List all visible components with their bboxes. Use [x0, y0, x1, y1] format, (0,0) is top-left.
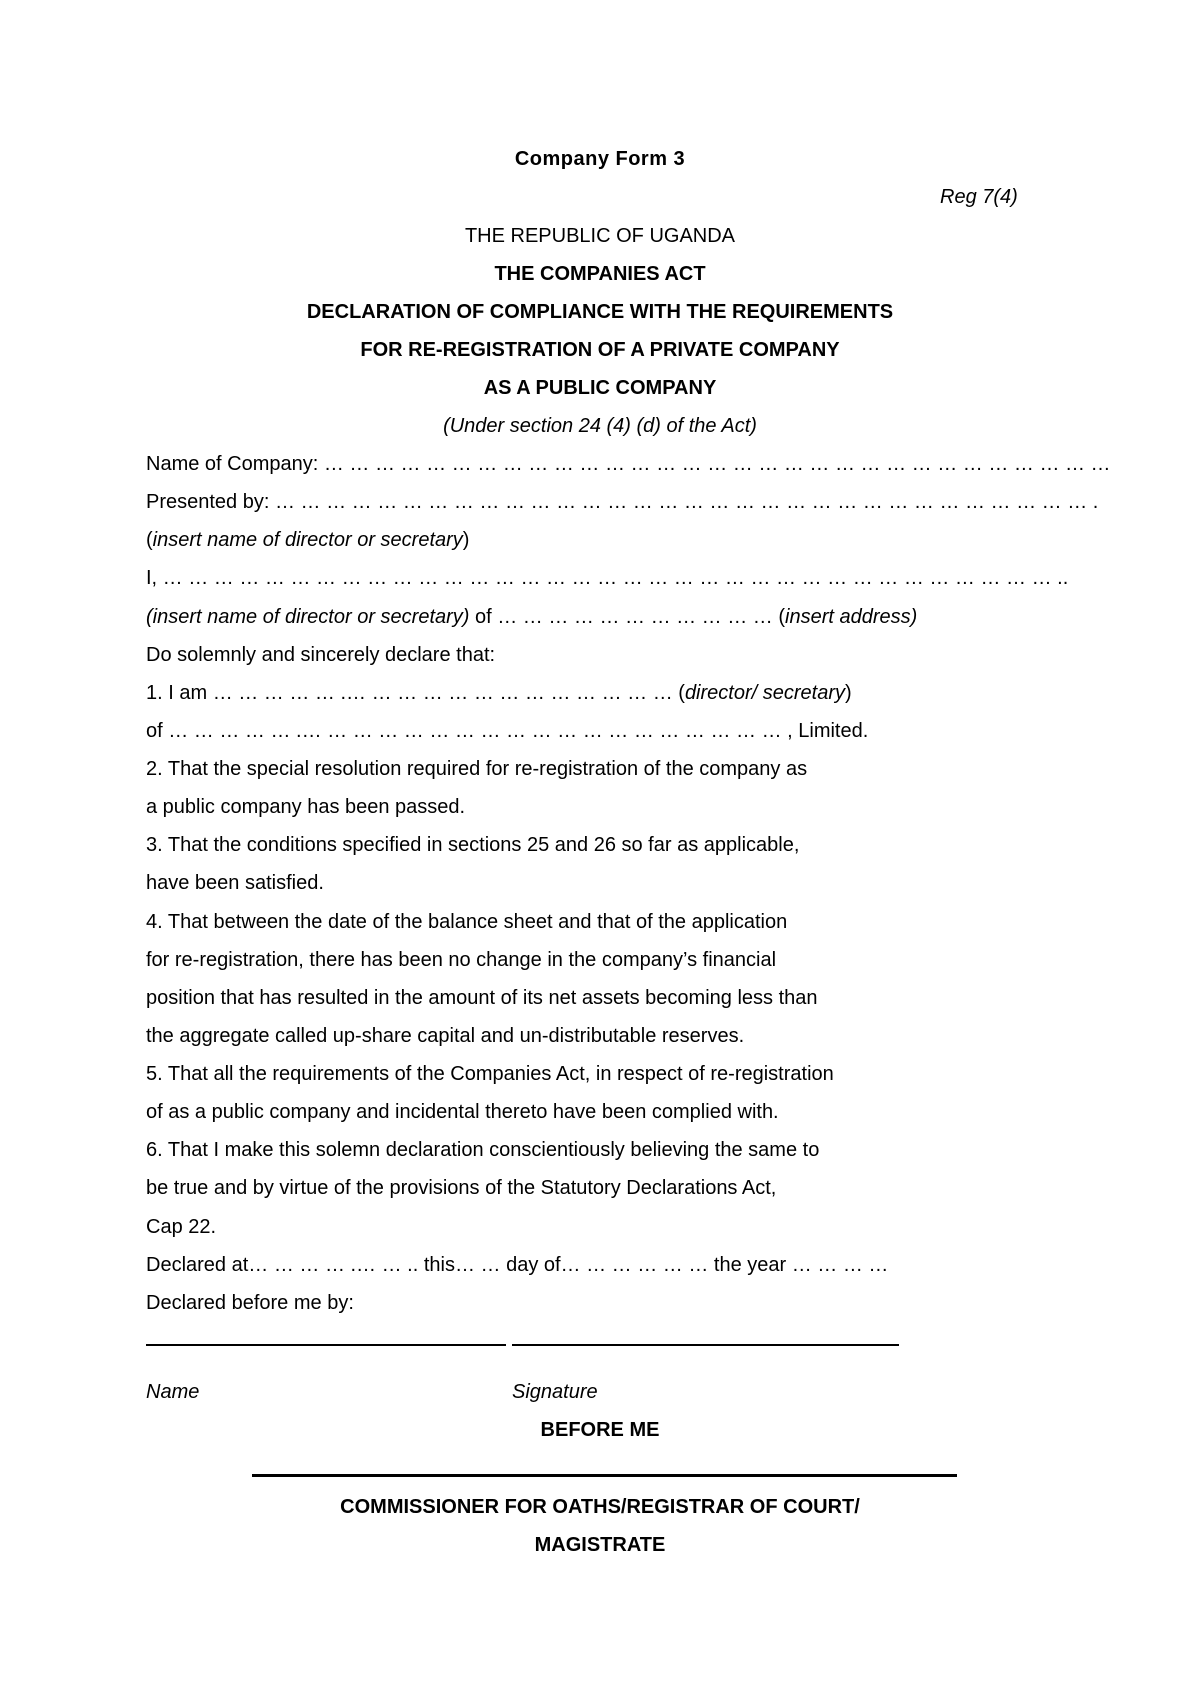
act-heading: THE COMPANIES ACT	[494, 263, 706, 285]
clause-3-line-1: 3. That the conditions specified in sections 25 and 26 so far as applicable,	[146, 834, 800, 856]
clause-4-line-1: 4. That between the date of the balance sheet and that of the application	[146, 911, 788, 933]
clause-4-line-3: position that has resulted in the amount of its net assets becoming less than	[146, 987, 818, 1009]
clause-1-close: )	[845, 682, 852, 704]
signature-line	[512, 1344, 899, 1346]
commissioner-signature-line	[252, 1474, 957, 1477]
name-of-company-field: Name of Company: … … … … … … … … … … … … … … … … … … … … … … … … … … … … … … …	[146, 453, 1111, 475]
clause-1-role: director/ secretary	[684, 682, 845, 704]
clause-3-line-2: have been satisfied.	[146, 872, 324, 894]
paren-open: (	[146, 529, 153, 551]
presented-by-field: Presented by: … … … … … … … … … … … … … … … … … … … … … … … … … … … … … … … … .	[146, 491, 1099, 513]
name-signature-line	[146, 1344, 506, 1346]
reg-reference: Reg 7(4)	[940, 186, 1018, 208]
name-label: Name	[146, 1381, 200, 1403]
before-me-heading: BEFORE ME	[540, 1419, 660, 1441]
form-title: Company Form 3	[514, 148, 686, 170]
clause-6-line-2: be true and by virtue of the provisions of the Statutory Declarations Act,	[146, 1177, 777, 1199]
republic-heading: THE REPUBLIC OF UGANDA	[464, 225, 736, 247]
clause-6-line-3: Cap 22.	[146, 1216, 217, 1238]
clause-1-line-2: of … … … … … .… … … … … … … … … … … … … … … … … … … , Limited.	[146, 720, 869, 742]
insert-name-note	[146, 528, 469, 552]
declarant-address-field	[146, 605, 917, 629]
title-line-1: DECLARATION OF COMPLIANCE WITH THE REQUIREMENTS	[306, 301, 894, 323]
paren-close: )	[462, 529, 470, 551]
clause-5-line-2: of as a public company and incidental thereto have been complied with.	[146, 1101, 779, 1123]
insert-name-note-2: (insert name of director or secretary)	[146, 606, 470, 628]
solemn-declaration-intro: Do solemnly and sincerely declare that:	[146, 644, 496, 666]
insert-name-text: insert name of director or secretary	[152, 529, 463, 551]
title-line-3: AS A PUBLIC COMPANY	[483, 377, 717, 399]
insert-address-note: insert address)	[785, 606, 918, 628]
commissioner-title-line-1: COMMISSIONER FOR OATHS/REGISTRAR OF COURT/	[340, 1496, 860, 1518]
commissioner-title-line-2: MAGISTRATE	[534, 1534, 666, 1556]
declarant-field: I, … … … … … … … … … … … … … … … … … … … … … … … … … … … … … … … … … … … ..	[146, 567, 1069, 589]
section-reference: (Under section 24 (4) (d) of the Act)	[443, 415, 757, 437]
clause-1-line-1	[146, 681, 852, 705]
clause-4-line-2: for re-registration, there has been no change in the company’s financial	[146, 949, 777, 971]
signature-label: Signature	[512, 1381, 598, 1403]
clause-2-line-2: a public company has been passed.	[146, 796, 466, 818]
clause-2-line-1: 2. That the special resolution required for re-registration of the company as	[146, 758, 808, 780]
declared-at-field: Declared at… … … … .… … .. this… … day of… … … … … … the year … … … …	[146, 1254, 889, 1276]
clause-4-line-4: the aggregate called up-share capital and un-distributable reserves.	[146, 1025, 745, 1047]
clause-1-text: 1. I am … … … … … .… … … … … … … … … … … … … (	[146, 682, 685, 704]
address-dots: of … … … … … … … … … … … (	[469, 606, 786, 628]
declared-before-label: Declared before me by:	[146, 1292, 354, 1314]
clause-6-line-1: 6. That I make this solemn declaration conscientiously believing the same to	[146, 1139, 820, 1161]
clause-5-line-1: 5. That all the requirements of the Companies Act, in respect of re-registration	[146, 1063, 834, 1085]
title-line-2: FOR RE-REGISTRATION OF A PRIVATE COMPANY	[360, 339, 840, 361]
